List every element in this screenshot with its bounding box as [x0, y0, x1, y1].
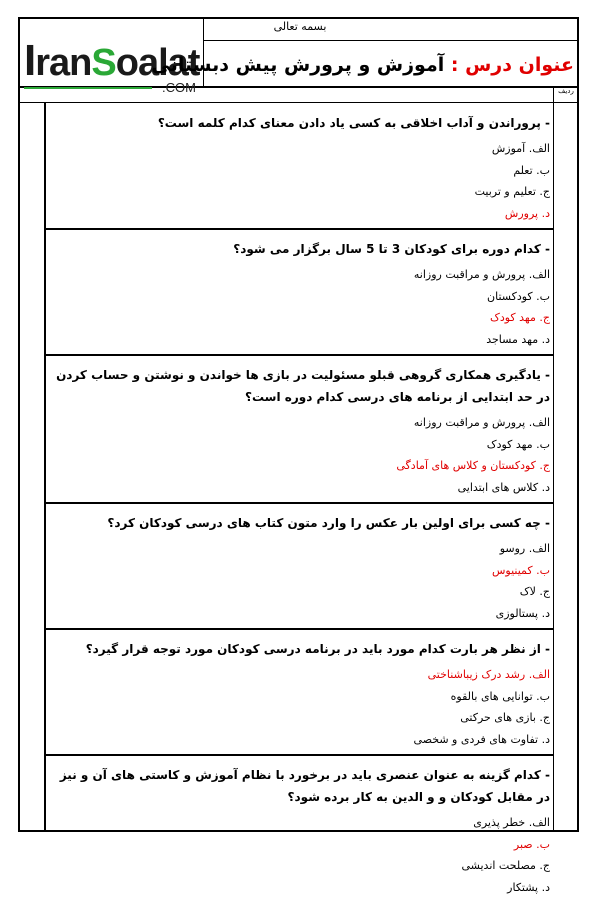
answer-option: ب. کودکستان [487, 289, 550, 303]
answer-option: ب. مهد کودک [486, 437, 550, 451]
answer-option: الف. خطر پذیری [473, 816, 550, 829]
header-top-rule [203, 40, 579, 41]
answer-option: ج. بازی های حرکتی [460, 711, 550, 724]
answer-option: ب. توانایی های بالقوه [450, 689, 550, 703]
answer-option: د. پشتکار [507, 880, 550, 894]
question-block [46, 230, 554, 356]
answer-option: ب. تعلم [513, 163, 550, 177]
answer-option: ج. تعلیم و تربیت [474, 185, 550, 198]
logo-domain: .COM [162, 80, 196, 95]
question-text: - پروراندن و آداب اخلاقی به کسی یاد دادن معنای کدام کلمه است؟ [157, 116, 550, 130]
question-text: - کدام گزینه به عنوان عنصری باید در برخورد با نظام آموزش و کاستی های آن و نیز در مقابل کودکان و و الدین به کار برده شود؟ [59, 768, 550, 804]
course-title-value: آموزش و پرورش پیش دبستانی [151, 54, 445, 76]
answer-option-correct: ج. مهد کودک [490, 311, 550, 324]
answer-option: ج. لاک [519, 585, 550, 598]
answer-option-correct: ب. صبر [513, 837, 550, 851]
logo-underline [24, 87, 152, 89]
answer-option: ج. مصلحت اندیشی [461, 859, 550, 872]
answer-option: د. کلاس های ابتدایی [457, 480, 550, 494]
question-text: - کدام دوره برای کودکان 3 تا 5 سال برگزار می شود؟ [233, 242, 550, 256]
answer-option: الف. پرورش و مراقبت روزانه [413, 268, 550, 281]
basmala: بسمه تعالی [273, 20, 327, 33]
logo-wordmark: IranSoalat [24, 36, 200, 85]
answer-option: الف. پرورش و مراقبت روزانه [413, 416, 550, 429]
question-list [46, 104, 554, 902]
question-block [46, 756, 554, 902]
question-text: - یادگیری همکاری گروهی قبلو مسئولیت در بازی ها خواندن و نوشتن و حساب کردن در حد ابتدایی از برنامه های درسی کدام دوره است؟ [56, 368, 550, 404]
course-title [152, 52, 575, 78]
answer-option: الف. روسو [499, 542, 550, 555]
answer-option-correct: ج. کودکستان و کلاس های آمادگی [396, 459, 550, 472]
course-title-label: عنوان درس : [450, 54, 574, 76]
question-block [46, 104, 554, 230]
answer-option-correct: ب. کمینیوس [491, 563, 550, 577]
answer-option: د. مهد مساجد [486, 332, 550, 346]
question-block [46, 504, 554, 630]
answer-option: الف. آموزش [491, 142, 550, 155]
subheader-divider [18, 102, 579, 103]
question-block [46, 630, 554, 756]
question-text: - از نظر هر بارت کدام مورد باید در برنامه درسی کودکان مورد توجه قرار گیرد؟ [85, 642, 550, 656]
question-block [46, 356, 554, 504]
row-column-header: ردیف [558, 87, 574, 95]
answer-option-correct: الف. رشد درک زیباشناختی [427, 668, 550, 681]
answer-option-correct: د. پرورش [504, 206, 550, 220]
question-text: - چه کسی برای اولین بار عکس را وارد متون کتاب های درسی کودکان کرد؟ [107, 516, 550, 530]
answer-option: د. تفاوت های فردی و شخصی [413, 732, 550, 746]
answer-option: د. پستالوزی [495, 606, 550, 620]
